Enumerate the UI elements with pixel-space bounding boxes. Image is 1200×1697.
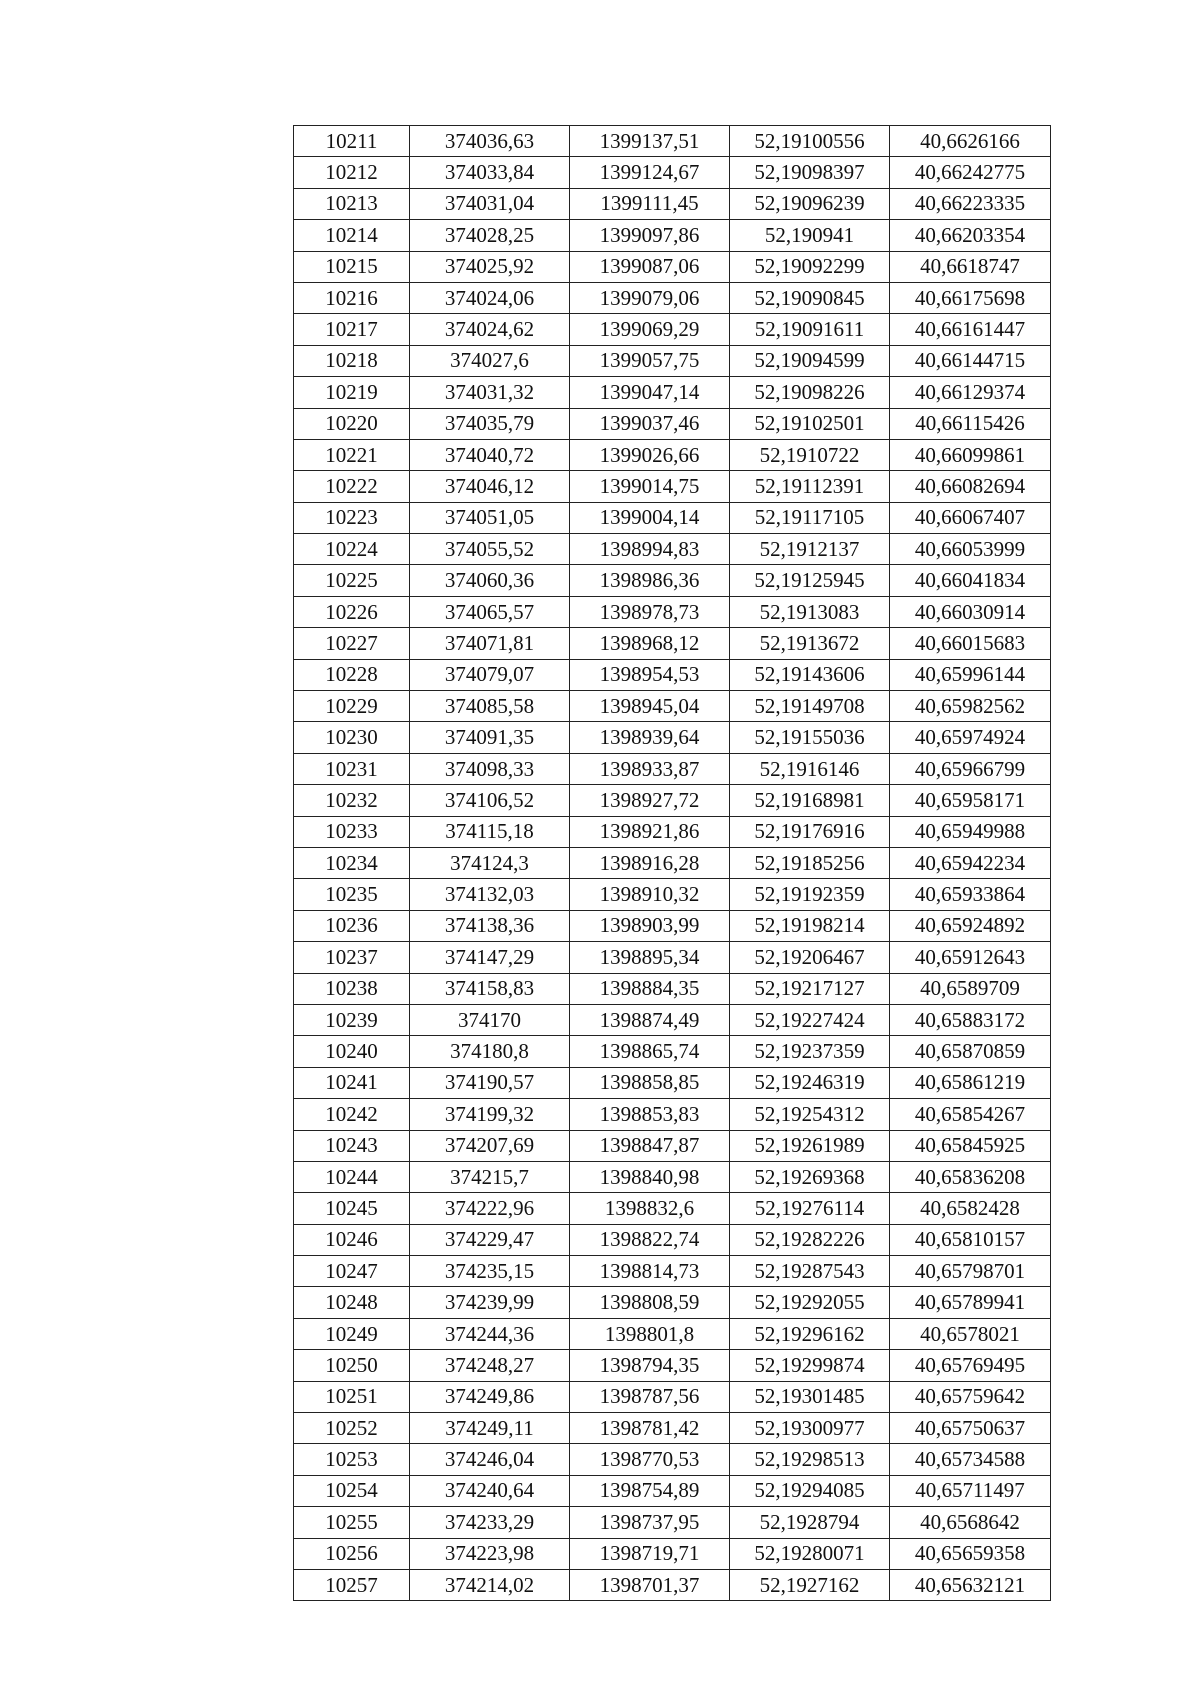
y-coordinate-cell: 1399087,06 [570, 251, 730, 282]
point-number-cell: 10220 [294, 408, 410, 439]
point-number-cell: 10244 [294, 1161, 410, 1192]
x-coordinate-cell: 374244,36 [410, 1318, 570, 1349]
latitude-cell: 52,19299874 [730, 1350, 890, 1381]
latitude-cell: 52,19091611 [730, 314, 890, 345]
point-number-cell: 10234 [294, 847, 410, 878]
latitude-cell: 52,1928794 [730, 1507, 890, 1538]
point-number-cell: 10255 [294, 1507, 410, 1538]
point-number-cell: 10229 [294, 691, 410, 722]
table-row [294, 377, 1051, 408]
point-number-cell: 10256 [294, 1538, 410, 1569]
table-row [294, 1036, 1051, 1067]
point-number-cell: 10249 [294, 1318, 410, 1349]
x-coordinate-cell: 374233,29 [410, 1507, 570, 1538]
table-row [294, 1161, 1051, 1192]
y-coordinate-cell: 1398874,49 [570, 1004, 730, 1035]
y-coordinate-cell: 1398808,59 [570, 1287, 730, 1318]
x-coordinate-cell: 374071,81 [410, 628, 570, 659]
table-row [294, 691, 1051, 722]
x-coordinate-cell: 374223,98 [410, 1538, 570, 1569]
y-coordinate-cell: 1399069,29 [570, 314, 730, 345]
table-row [294, 816, 1051, 847]
point-number-cell: 10221 [294, 439, 410, 470]
y-coordinate-cell: 1398933,87 [570, 753, 730, 784]
table-row [294, 1569, 1051, 1600]
x-coordinate-cell: 374170 [410, 1004, 570, 1035]
y-coordinate-cell: 1398754,89 [570, 1475, 730, 1506]
longitude-cell: 40,65750637 [890, 1413, 1051, 1444]
point-number-cell: 10253 [294, 1444, 410, 1475]
y-coordinate-cell: 1399097,86 [570, 220, 730, 251]
latitude-cell: 52,19294085 [730, 1475, 890, 1506]
point-number-cell: 10211 [294, 126, 410, 157]
point-number-cell: 10230 [294, 722, 410, 753]
y-coordinate-cell: 1398921,86 [570, 816, 730, 847]
y-coordinate-cell: 1398814,73 [570, 1256, 730, 1287]
latitude-cell: 52,19282226 [730, 1224, 890, 1255]
table-row [294, 1507, 1051, 1538]
latitude-cell: 52,19096239 [730, 188, 890, 219]
latitude-cell: 52,19168981 [730, 785, 890, 816]
y-coordinate-cell: 1398822,74 [570, 1224, 730, 1255]
longitude-cell: 40,65759642 [890, 1381, 1051, 1412]
longitude-cell: 40,65845925 [890, 1130, 1051, 1161]
longitude-cell: 40,65769495 [890, 1350, 1051, 1381]
x-coordinate-cell: 374249,86 [410, 1381, 570, 1412]
y-coordinate-cell: 1398770,53 [570, 1444, 730, 1475]
table-row [294, 251, 1051, 282]
x-coordinate-cell: 374055,52 [410, 534, 570, 565]
table-row [294, 439, 1051, 470]
table-row [294, 345, 1051, 376]
x-coordinate-cell: 374132,03 [410, 879, 570, 910]
latitude-cell: 52,19098397 [730, 157, 890, 188]
longitude-cell: 40,6582428 [890, 1193, 1051, 1224]
table-row [294, 282, 1051, 313]
longitude-cell: 40,66223335 [890, 188, 1051, 219]
y-coordinate-cell: 1398884,35 [570, 973, 730, 1004]
x-coordinate-cell: 374031,32 [410, 377, 570, 408]
point-number-cell: 10215 [294, 251, 410, 282]
latitude-cell: 52,19227424 [730, 1004, 890, 1035]
latitude-cell: 52,19192359 [730, 879, 890, 910]
longitude-cell: 40,65632121 [890, 1569, 1051, 1600]
table-row [294, 471, 1051, 502]
table-row [294, 1130, 1051, 1161]
point-number-cell: 10222 [294, 471, 410, 502]
x-coordinate-cell: 374124,3 [410, 847, 570, 878]
table-row [294, 879, 1051, 910]
longitude-cell: 40,66129374 [890, 377, 1051, 408]
x-coordinate-cell: 374115,18 [410, 816, 570, 847]
table-row [294, 1381, 1051, 1412]
y-coordinate-cell: 1398994,83 [570, 534, 730, 565]
x-coordinate-cell: 374036,63 [410, 126, 570, 157]
latitude-cell: 52,19276114 [730, 1193, 890, 1224]
longitude-cell: 40,66161447 [890, 314, 1051, 345]
point-number-cell: 10240 [294, 1036, 410, 1067]
latitude-cell: 52,19112391 [730, 471, 890, 502]
table-row [294, 910, 1051, 941]
y-coordinate-cell: 1398847,87 [570, 1130, 730, 1161]
longitude-cell: 40,6626166 [890, 126, 1051, 157]
y-coordinate-cell: 1398978,73 [570, 596, 730, 627]
latitude-cell: 52,19300977 [730, 1413, 890, 1444]
x-coordinate-cell: 374027,6 [410, 345, 570, 376]
latitude-cell: 52,19102501 [730, 408, 890, 439]
x-coordinate-cell: 374024,62 [410, 314, 570, 345]
y-coordinate-cell: 1399047,14 [570, 377, 730, 408]
point-number-cell: 10251 [294, 1381, 410, 1412]
y-coordinate-cell: 1398865,74 [570, 1036, 730, 1067]
longitude-cell: 40,66030914 [890, 596, 1051, 627]
table-row [294, 596, 1051, 627]
y-coordinate-cell: 1398916,28 [570, 847, 730, 878]
point-number-cell: 10228 [294, 659, 410, 690]
longitude-cell: 40,66242775 [890, 157, 1051, 188]
latitude-cell: 52,19246319 [730, 1067, 890, 1098]
point-number-cell: 10235 [294, 879, 410, 910]
point-number-cell: 10223 [294, 502, 410, 533]
x-coordinate-cell: 374060,36 [410, 565, 570, 596]
y-coordinate-cell: 1398801,8 [570, 1318, 730, 1349]
longitude-cell: 40,66175698 [890, 282, 1051, 313]
x-coordinate-cell: 374035,79 [410, 408, 570, 439]
x-coordinate-cell: 374158,83 [410, 973, 570, 1004]
table-row [294, 753, 1051, 784]
y-coordinate-cell: 1398719,71 [570, 1538, 730, 1569]
table-row [294, 1287, 1051, 1318]
point-number-cell: 10237 [294, 942, 410, 973]
point-number-cell: 10224 [294, 534, 410, 565]
latitude-cell: 52,19092299 [730, 251, 890, 282]
latitude-cell: 52,19143606 [730, 659, 890, 690]
longitude-cell: 40,66203354 [890, 220, 1051, 251]
longitude-cell: 40,65854267 [890, 1099, 1051, 1130]
x-coordinate-cell: 374033,84 [410, 157, 570, 188]
x-coordinate-cell: 374051,05 [410, 502, 570, 533]
point-number-cell: 10214 [294, 220, 410, 251]
y-coordinate-cell: 1399079,06 [570, 282, 730, 313]
latitude-cell: 52,19198214 [730, 910, 890, 941]
longitude-cell: 40,66015683 [890, 628, 1051, 659]
y-coordinate-cell: 1399111,45 [570, 188, 730, 219]
latitude-cell: 52,19098226 [730, 377, 890, 408]
latitude-cell: 52,1910722 [730, 439, 890, 470]
latitude-cell: 52,19206467 [730, 942, 890, 973]
point-number-cell: 10247 [294, 1256, 410, 1287]
latitude-cell: 52,1927162 [730, 1569, 890, 1600]
longitude-cell: 40,66099861 [890, 439, 1051, 470]
latitude-cell: 52,19287543 [730, 1256, 890, 1287]
longitude-cell: 40,65958171 [890, 785, 1051, 816]
x-coordinate-cell: 374085,58 [410, 691, 570, 722]
longitude-cell: 40,65942234 [890, 847, 1051, 878]
x-coordinate-cell: 374215,7 [410, 1161, 570, 1192]
x-coordinate-cell: 374031,04 [410, 188, 570, 219]
table-row [294, 722, 1051, 753]
y-coordinate-cell: 1398927,72 [570, 785, 730, 816]
point-number-cell: 10245 [294, 1193, 410, 1224]
y-coordinate-cell: 1398858,85 [570, 1067, 730, 1098]
latitude-cell: 52,1913083 [730, 596, 890, 627]
latitude-cell: 52,19149708 [730, 691, 890, 722]
point-number-cell: 10225 [294, 565, 410, 596]
y-coordinate-cell: 1399004,14 [570, 502, 730, 533]
point-number-cell: 10213 [294, 188, 410, 219]
table-row [294, 1193, 1051, 1224]
table-row [294, 973, 1051, 1004]
longitude-cell: 40,65659358 [890, 1538, 1051, 1569]
longitude-cell: 40,65883172 [890, 1004, 1051, 1035]
longitude-cell: 40,65982562 [890, 691, 1051, 722]
y-coordinate-cell: 1398910,32 [570, 879, 730, 910]
x-coordinate-cell: 374040,72 [410, 439, 570, 470]
longitude-cell: 40,6589709 [890, 973, 1051, 1004]
point-number-cell: 10254 [294, 1475, 410, 1506]
table-row [294, 659, 1051, 690]
y-coordinate-cell: 1398903,99 [570, 910, 730, 941]
longitude-cell: 40,65810157 [890, 1224, 1051, 1255]
x-coordinate-cell: 374046,12 [410, 471, 570, 502]
x-coordinate-cell: 374249,11 [410, 1413, 570, 1444]
table-row [294, 1004, 1051, 1035]
table-row [294, 188, 1051, 219]
x-coordinate-cell: 374065,57 [410, 596, 570, 627]
table-row [294, 628, 1051, 659]
longitude-cell: 40,6568642 [890, 1507, 1051, 1538]
longitude-cell: 40,65912643 [890, 942, 1051, 973]
latitude-cell: 52,19100556 [730, 126, 890, 157]
y-coordinate-cell: 1398895,34 [570, 942, 730, 973]
longitude-cell: 40,65798701 [890, 1256, 1051, 1287]
point-number-cell: 10238 [294, 973, 410, 1004]
x-coordinate-cell: 374079,07 [410, 659, 570, 690]
point-number-cell: 10217 [294, 314, 410, 345]
latitude-cell: 52,19296162 [730, 1318, 890, 1349]
longitude-cell: 40,65734588 [890, 1444, 1051, 1475]
table-row [294, 126, 1051, 157]
latitude-cell: 52,19117105 [730, 502, 890, 533]
latitude-cell: 52,19185256 [730, 847, 890, 878]
table-row [294, 1256, 1051, 1287]
latitude-cell: 52,190941 [730, 220, 890, 251]
longitude-cell: 40,65836208 [890, 1161, 1051, 1192]
latitude-cell: 52,19301485 [730, 1381, 890, 1412]
point-number-cell: 10257 [294, 1569, 410, 1600]
longitude-cell: 40,65789941 [890, 1287, 1051, 1318]
table-row [294, 502, 1051, 533]
longitude-cell: 40,66082694 [890, 471, 1051, 502]
latitude-cell: 52,1916146 [730, 753, 890, 784]
x-coordinate-cell: 374106,52 [410, 785, 570, 816]
point-number-cell: 10233 [294, 816, 410, 847]
latitude-cell: 52,1913672 [730, 628, 890, 659]
y-coordinate-cell: 1399124,67 [570, 157, 730, 188]
x-coordinate-cell: 374240,64 [410, 1475, 570, 1506]
table-row [294, 847, 1051, 878]
x-coordinate-cell: 374222,96 [410, 1193, 570, 1224]
y-coordinate-cell: 1399137,51 [570, 126, 730, 157]
y-coordinate-cell: 1398737,95 [570, 1507, 730, 1538]
longitude-cell: 40,65966799 [890, 753, 1051, 784]
table-row [294, 1067, 1051, 1098]
longitude-cell: 40,65996144 [890, 659, 1051, 690]
longitude-cell: 40,66115426 [890, 408, 1051, 439]
point-number-cell: 10243 [294, 1130, 410, 1161]
latitude-cell: 52,19292055 [730, 1287, 890, 1318]
table-row [294, 157, 1051, 188]
latitude-cell: 52,19217127 [730, 973, 890, 1004]
y-coordinate-cell: 1399037,46 [570, 408, 730, 439]
x-coordinate-cell: 374229,47 [410, 1224, 570, 1255]
x-coordinate-cell: 374190,57 [410, 1067, 570, 1098]
x-coordinate-cell: 374028,25 [410, 220, 570, 251]
point-number-cell: 10216 [294, 282, 410, 313]
y-coordinate-cell: 1399014,75 [570, 471, 730, 502]
y-coordinate-cell: 1399057,75 [570, 345, 730, 376]
point-number-cell: 10246 [294, 1224, 410, 1255]
table-row [294, 408, 1051, 439]
x-coordinate-cell: 374214,02 [410, 1569, 570, 1600]
table-row [294, 565, 1051, 596]
point-number-cell: 10242 [294, 1099, 410, 1130]
point-number-cell: 10250 [294, 1350, 410, 1381]
point-number-cell: 10248 [294, 1287, 410, 1318]
table-row [294, 942, 1051, 973]
table-row [294, 1538, 1051, 1569]
point-number-cell: 10212 [294, 157, 410, 188]
latitude-cell: 52,19090845 [730, 282, 890, 313]
latitude-cell: 52,19237359 [730, 1036, 890, 1067]
point-number-cell: 10252 [294, 1413, 410, 1444]
y-coordinate-cell: 1398986,36 [570, 565, 730, 596]
coordinates-table [293, 125, 1051, 1601]
longitude-cell: 40,65949988 [890, 816, 1051, 847]
x-coordinate-cell: 374207,69 [410, 1130, 570, 1161]
longitude-cell: 40,66067407 [890, 502, 1051, 533]
point-number-cell: 10236 [294, 910, 410, 941]
x-coordinate-cell: 374091,35 [410, 722, 570, 753]
longitude-cell: 40,66041834 [890, 565, 1051, 596]
x-coordinate-cell: 374138,36 [410, 910, 570, 941]
longitude-cell: 40,6618747 [890, 251, 1051, 282]
table-row [294, 1444, 1051, 1475]
point-number-cell: 10231 [294, 753, 410, 784]
y-coordinate-cell: 1398701,37 [570, 1569, 730, 1600]
table-row [294, 1475, 1051, 1506]
point-number-cell: 10239 [294, 1004, 410, 1035]
point-number-cell: 10227 [294, 628, 410, 659]
y-coordinate-cell: 1398968,12 [570, 628, 730, 659]
y-coordinate-cell: 1398939,64 [570, 722, 730, 753]
longitude-cell: 40,65861219 [890, 1067, 1051, 1098]
longitude-cell: 40,66144715 [890, 345, 1051, 376]
longitude-cell: 40,65870859 [890, 1036, 1051, 1067]
point-number-cell: 10241 [294, 1067, 410, 1098]
x-coordinate-cell: 374098,33 [410, 753, 570, 784]
latitude-cell: 52,19280071 [730, 1538, 890, 1569]
y-coordinate-cell: 1398794,35 [570, 1350, 730, 1381]
table-row [294, 785, 1051, 816]
longitude-cell: 40,65924892 [890, 910, 1051, 941]
y-coordinate-cell: 1398832,6 [570, 1193, 730, 1224]
latitude-cell: 52,19269368 [730, 1161, 890, 1192]
latitude-cell: 52,19176916 [730, 816, 890, 847]
latitude-cell: 52,19125945 [730, 565, 890, 596]
table-row [294, 1413, 1051, 1444]
table-row [294, 1350, 1051, 1381]
longitude-cell: 40,65711497 [890, 1475, 1051, 1506]
table-row [294, 220, 1051, 251]
x-coordinate-cell: 374199,32 [410, 1099, 570, 1130]
x-coordinate-cell: 374025,92 [410, 251, 570, 282]
y-coordinate-cell: 1398945,04 [570, 691, 730, 722]
y-coordinate-cell: 1398954,53 [570, 659, 730, 690]
latitude-cell: 52,19155036 [730, 722, 890, 753]
y-coordinate-cell: 1398781,42 [570, 1413, 730, 1444]
y-coordinate-cell: 1398853,83 [570, 1099, 730, 1130]
point-number-cell: 10232 [294, 785, 410, 816]
longitude-cell: 40,65933864 [890, 879, 1051, 910]
x-coordinate-cell: 374246,04 [410, 1444, 570, 1475]
table-row [294, 1318, 1051, 1349]
latitude-cell: 52,19254312 [730, 1099, 890, 1130]
table-row [294, 1224, 1051, 1255]
table-row [294, 314, 1051, 345]
longitude-cell: 40,65974924 [890, 722, 1051, 753]
point-number-cell: 10226 [294, 596, 410, 627]
x-coordinate-cell: 374235,15 [410, 1256, 570, 1287]
latitude-cell: 52,19298513 [730, 1444, 890, 1475]
table-row [294, 534, 1051, 565]
x-coordinate-cell: 374024,06 [410, 282, 570, 313]
longitude-cell: 40,6578021 [890, 1318, 1051, 1349]
point-number-cell: 10219 [294, 377, 410, 408]
longitude-cell: 40,66053999 [890, 534, 1051, 565]
y-coordinate-cell: 1398787,56 [570, 1381, 730, 1412]
y-coordinate-cell: 1399026,66 [570, 439, 730, 470]
x-coordinate-cell: 374248,27 [410, 1350, 570, 1381]
x-coordinate-cell: 374239,99 [410, 1287, 570, 1318]
coordinates-table-body [294, 126, 1051, 1601]
table-row [294, 1099, 1051, 1130]
y-coordinate-cell: 1398840,98 [570, 1161, 730, 1192]
latitude-cell: 52,1912137 [730, 534, 890, 565]
latitude-cell: 52,19094599 [730, 345, 890, 376]
x-coordinate-cell: 374147,29 [410, 942, 570, 973]
latitude-cell: 52,19261989 [730, 1130, 890, 1161]
x-coordinate-cell: 374180,8 [410, 1036, 570, 1067]
point-number-cell: 10218 [294, 345, 410, 376]
